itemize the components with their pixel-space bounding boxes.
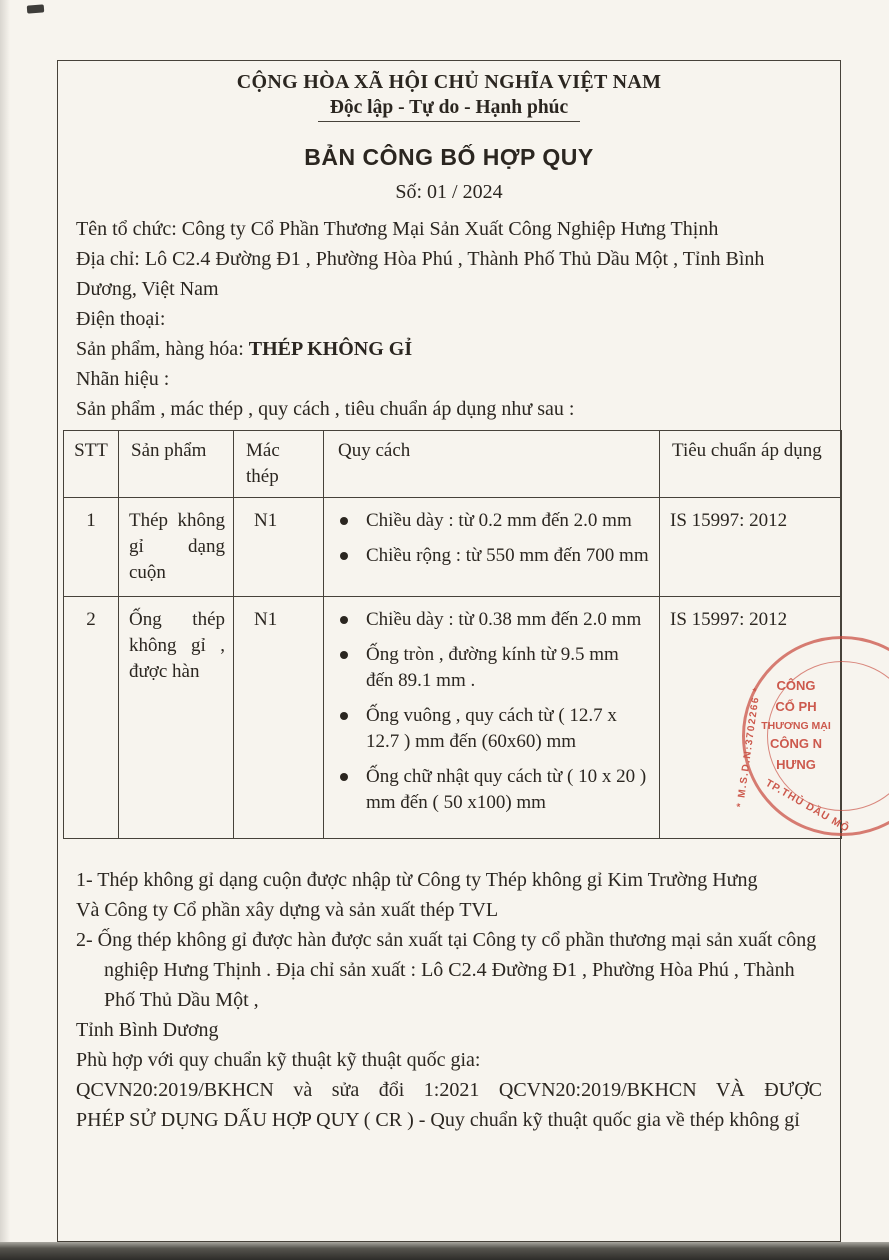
stamp-text-line: THƯƠNG MẠI	[761, 719, 831, 732]
conformity-intro: Phù hợp với quy chuẩn kỹ thuật kỹ thuật quốc gia:	[76, 1049, 481, 1071]
header-tieu-chuan: Tiêu chuẩn áp dụng	[660, 431, 842, 498]
row2-spec	[324, 597, 660, 839]
scan-bottom-edge	[0, 1242, 889, 1260]
stamp-city-text: TP.THỦ DẦU MỘ	[763, 777, 852, 835]
brand-line: Nhãn hiệu :	[76, 368, 170, 390]
scan-corner-artifact	[27, 4, 45, 13]
spec-item: Chiều rộng : từ 550 mm đến 700 mm	[324, 543, 651, 569]
table-header-row	[64, 431, 842, 498]
row1-spec	[324, 498, 660, 597]
stamp-text-line: CÔNG	[776, 678, 816, 693]
row1-grade: N1	[234, 498, 324, 597]
table-intro-line: Sản phẩm , mác thép , quy cách , tiêu chuẩn áp dụng như sau :	[76, 398, 575, 420]
header-stt: STT	[64, 431, 119, 498]
row1-standard: IS 15997: 2012	[660, 498, 842, 597]
spec-table	[63, 430, 842, 839]
province-line: Tỉnh Bình Dương	[76, 1019, 219, 1041]
scan-edge-shade	[0, 0, 10, 1260]
spec-item: Ống chữ nhật quy cách từ ( 10 x 20 ) mm đến ( 50 x100) mm	[324, 764, 651, 816]
row2-stt: 2	[64, 597, 119, 839]
document-number: Số: 01 / 2024	[395, 181, 503, 203]
spec-item: Ống tròn , đường kính từ 9.5 mm đến 89.1 mm .	[324, 642, 651, 694]
organization-line: Tên tổ chức: Công ty Cổ Phần Thương Mại Sản Xuất Công Nghiệp Hưng Thịnh	[76, 218, 719, 240]
national-header: CỘNG HÒA XÃ HỘI CHỦ NGHĨA VIỆT NAM	[236, 71, 662, 93]
product-label: Sản phẩm, hàng hóa:	[76, 338, 249, 360]
row1-stt: 1	[64, 498, 119, 597]
spec-item: Ống vuông , quy cách từ ( 12.7 x 12.7 ) mm đến (60x60) mm	[324, 703, 651, 755]
notes-block	[76, 865, 822, 1135]
stamp-text-line: CÔNG N	[770, 736, 822, 752]
note-2: 2- Ống thép không gỉ được hàn được sản xuất tại Công ty cổ phần thương mại sản xuất công nghiệp Hưng Thịnh . Địa chỉ sản xuất : Lô C2.4 Đường Đ1 , Phường Hòa Phú , Thành Phố Thủ Dầu Một ,	[76, 929, 817, 1011]
document-border-frame	[57, 60, 841, 1242]
motto-wrap	[76, 97, 822, 122]
row2-product: Ống thép không gỉ , được hàn	[119, 597, 234, 839]
note-1-line-1: 1- Thép không gỉ dạng cuộn được nhập từ Công ty Thép không gỉ Kim Trường Hưng	[76, 869, 758, 891]
address-line: Địa chỉ: Lô C2.4 Đường Đ1 , Phường Hòa Phú , Thành Phố Thủ Dầu Một , Tỉnh Bình Dương, Việt Nam	[76, 248, 765, 300]
header-mac-thep: Mác thép	[234, 431, 324, 498]
stamp-registration-number: * M.S.D.N:3702266 *	[735, 685, 764, 809]
row2-standard: IS 15997: 2012	[660, 597, 842, 839]
stamp-text-line: HƯNG	[776, 757, 816, 773]
table-row	[64, 597, 842, 839]
note-1-line-2: Và Công ty Cổ phần xây dựng và sản xuất thép TVL	[76, 899, 499, 921]
row1-spec-list	[324, 508, 651, 569]
header-quy-cach: Quy cách	[324, 431, 660, 498]
document-info-block	[76, 214, 822, 424]
conformity-line-2: PHÉP SỬ DỤNG DẤU HỢP QUY ( CR ) - Quy chuẩn kỹ thuật quốc gia về thép không gỉ	[76, 1109, 800, 1131]
product-name: THÉP KHÔNG GỈ	[248, 338, 413, 360]
spec-item: Chiều dày : từ 0.38 mm đến 2.0 mm	[324, 607, 651, 633]
stamp-company-name	[750, 676, 842, 776]
product-line	[76, 334, 822, 364]
row2-grade: N1	[234, 597, 324, 839]
spec-item: Chiều dày : từ 0.2 mm đến 2.0 mm	[324, 508, 651, 534]
company-red-stamp	[735, 636, 889, 836]
table-row	[64, 498, 842, 597]
header-san-pham: Sản phẩm	[119, 431, 234, 498]
conformity-line-1: QCVN20:2019/BKHCN và sửa đổi 1:2021 QCVN20:2019/BKHCN VÀ ĐƯỢC	[76, 1079, 822, 1101]
national-motto: Độc lập - Tự do - Hạnh phúc	[318, 97, 580, 122]
row2-spec-list	[324, 607, 651, 816]
phone-line: Điện thoại:	[76, 308, 166, 330]
row1-product: Thép không gỉ dạng cuộn	[119, 498, 234, 597]
document-title: BẢN CÔNG BỐ HỢP QUY	[304, 144, 594, 170]
stamp-text-line: CỔ PH	[775, 698, 817, 714]
